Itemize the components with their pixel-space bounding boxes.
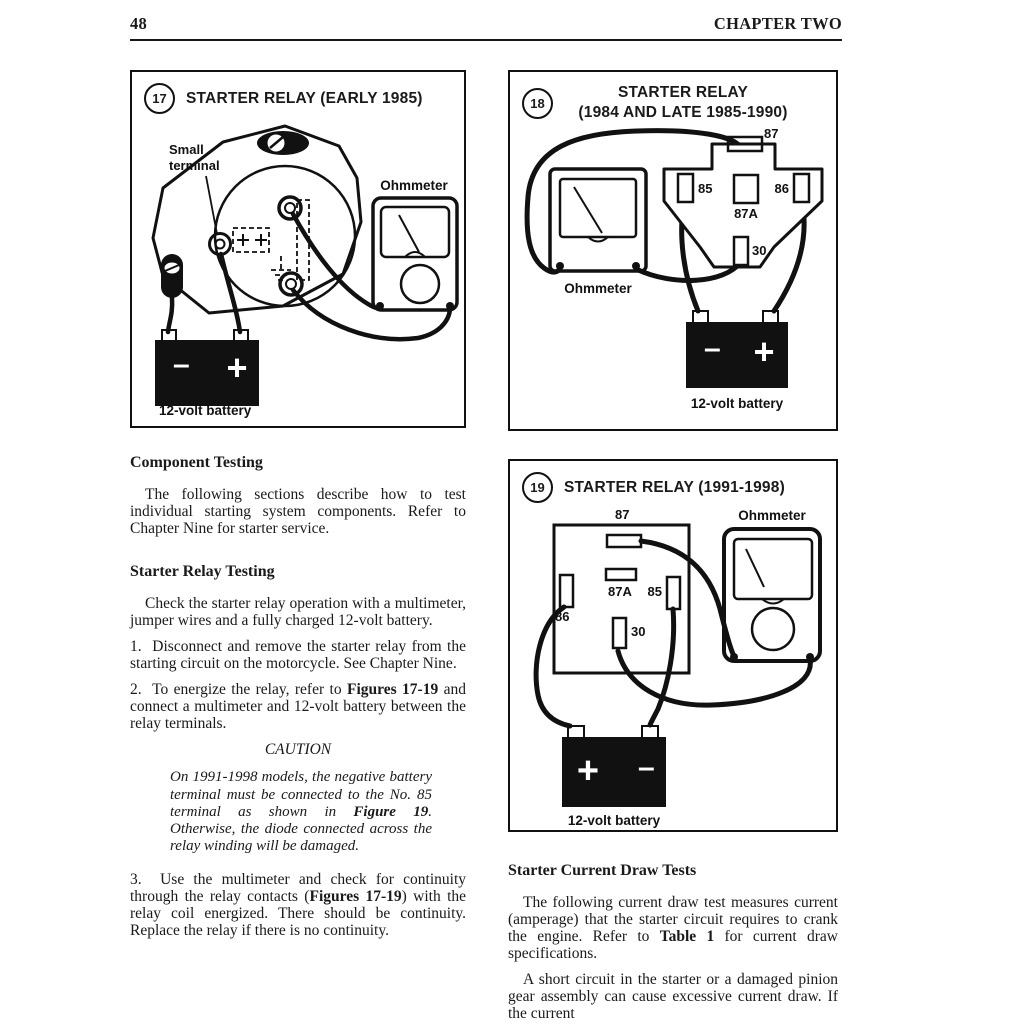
small-terminal-label-line2: terminal: [168, 158, 220, 173]
figure-19-title: STARTER RELAY (1991-1998): [564, 478, 785, 496]
ohmmeter-label: Ohmmeter: [379, 178, 448, 193]
battery-plus-sign: +: [753, 331, 775, 373]
meter-lead-right: [446, 302, 454, 310]
current-draw-text-cont: for current draw specifications.: [508, 928, 838, 963]
figure-18: [508, 70, 838, 431]
step-3-text: 3. Use the multimeter and check for continuity through the relay contacts (: [130, 870, 466, 905]
side-screw-terminal: [161, 254, 183, 298]
table-1-ref: Table 1: [659, 928, 715, 946]
battery: [155, 330, 259, 406]
battery-label: 12-volt battery: [567, 813, 661, 828]
step-3-text-cont: ) with the relay coil energized. There should be continuity. Replace the relay if there is no continuity.: [130, 887, 467, 940]
battery-plus-sign: +: [225, 347, 248, 388]
chapter-title: CHAPTER TWO: [713, 14, 842, 33]
terminal-slot-87a: [606, 569, 636, 580]
small-terminal-label-line1: Small: [168, 142, 204, 157]
battery: [686, 311, 788, 388]
meter-lead-right: [806, 653, 814, 661]
step-1: 1. Disconnect and remove the starter relay from the starting circuit on the motorcycle. See Chapter Nine.: [130, 638, 466, 673]
battery-plus-sign: +: [576, 750, 600, 792]
starter-current-draw-heading: Starter Current Draw Tests: [508, 862, 697, 879]
component-testing-paragraph: The following sections describe how to test individual starting system components. Refer to Chapter Nine for starter service.: [130, 486, 466, 538]
terminal-87a-label: 87A: [734, 206, 758, 222]
component-testing-heading: Component Testing: [130, 454, 263, 471]
meter-needle: [574, 187, 602, 233]
starter-relay-testing-heading: Starter Relay Testing: [130, 563, 275, 581]
figure-18-title-line1: STARTER RELAY: [617, 84, 749, 101]
wire-85-to-battery-neg: [650, 609, 674, 725]
step-2-text: 2. To energize the relay, refer to: [130, 681, 347, 699]
figure-18-number-badge: 18: [522, 88, 553, 119]
current-draw-paragraph-2: A short circuit in the starter or a damaged pinion gear assembly can cause excessive current draw. If the current: [508, 971, 838, 1023]
column-right: [508, 70, 838, 1031]
meter-needle: [399, 215, 419, 252]
figure-19: [508, 459, 838, 832]
battery-minus-sign: –: [638, 751, 655, 784]
figure-18-title-line2: (1984 AND LATE 1985-1990): [578, 104, 788, 122]
terminal-86-label: 86: [555, 609, 570, 624]
terminal-87a-label: 87A: [608, 584, 632, 599]
caution-figure-ref: Figure 19: [353, 803, 429, 820]
ohmmeter: [724, 529, 820, 661]
meter-dial: [401, 265, 439, 303]
battery-label: 12-volt battery: [158, 403, 251, 418]
caution-body: On 1991-1998 models, the negative battery terminal must be connected to the No. 85 terminal as shown in: [170, 769, 432, 820]
ohmmeter: [550, 169, 646, 271]
page-header: [130, 14, 842, 41]
meter-lead-left: [730, 653, 738, 661]
figure-18-diagram: [512, 125, 834, 419]
terminal-86-label: 86: [774, 181, 789, 197]
meter-dial: [752, 608, 794, 650]
caution-text: [170, 769, 432, 854]
meter-needle: [746, 549, 764, 587]
terminal-85-label: 85: [647, 584, 662, 599]
ohmmeter-label: Ohmmeter: [564, 281, 632, 297]
terminal-30-label: 30: [752, 243, 767, 259]
terminal-87-label: 87: [615, 507, 630, 522]
caution-body-cont: . Otherwise, the diode connected across the relay winding will be damaged.: [170, 803, 432, 854]
terminal-85-label: 85: [698, 181, 713, 197]
figure-18-title-row: [510, 72, 836, 125]
figure-17-title-row: [132, 72, 464, 116]
step-2-figure-ref: Figures 17-19: [346, 681, 439, 699]
ohmmeter-label: Ohmmeter: [738, 508, 806, 523]
battery-minus-sign: –: [172, 348, 190, 381]
figure-19-diagram: [512, 505, 834, 829]
terminal-30-label: 30: [631, 624, 646, 639]
step-3-figure-ref: Figures 17-19: [309, 887, 402, 905]
terminal-slot-87: [607, 535, 641, 547]
meter-lead-right: [632, 262, 640, 270]
terminal-slot-30: [613, 618, 626, 648]
step-2: [130, 681, 466, 732]
meter-lead-left: [376, 302, 384, 310]
figure-18-title: [564, 83, 826, 123]
figure-17-title: STARTER RELAY (EARLY 1985): [186, 89, 423, 107]
starter-relay-testing-intro: Check the starter relay operation with a multimeter, jumper wires and a fully charged 12-volt battery.: [130, 595, 466, 630]
current-draw-text: The following current draw test measures current (amperage) that the starter circuit requires to crank the engine. Refer to: [508, 894, 838, 946]
battery: [562, 726, 666, 807]
figure-19-number-badge: 19: [522, 472, 553, 503]
figure-17-diagram: [133, 116, 464, 418]
meter-lead-left: [556, 262, 564, 270]
figure-17-number-badge: 17: [144, 83, 175, 114]
terminal-slot-86: [560, 575, 573, 607]
page-number: 48: [130, 14, 148, 33]
step-2-text-cont: and connect a multimeter and 12-volt battery between the relay terminals.: [130, 681, 466, 733]
figure-19-title-row: [510, 461, 836, 505]
ohmmeter: [373, 198, 457, 310]
terminal-slot-85: [667, 577, 680, 609]
column-left: [130, 70, 466, 948]
current-draw-paragraph-1: [508, 894, 838, 962]
caution-heading: CAUTION: [264, 741, 332, 759]
step-3: [130, 871, 466, 939]
battery-label: 12-volt battery: [690, 396, 784, 412]
wire-terminal-to-battery-neg: [168, 298, 172, 332]
figure-17: [130, 70, 466, 428]
battery-minus-sign: –: [704, 332, 721, 366]
terminal-87-label: 87: [764, 126, 779, 142]
